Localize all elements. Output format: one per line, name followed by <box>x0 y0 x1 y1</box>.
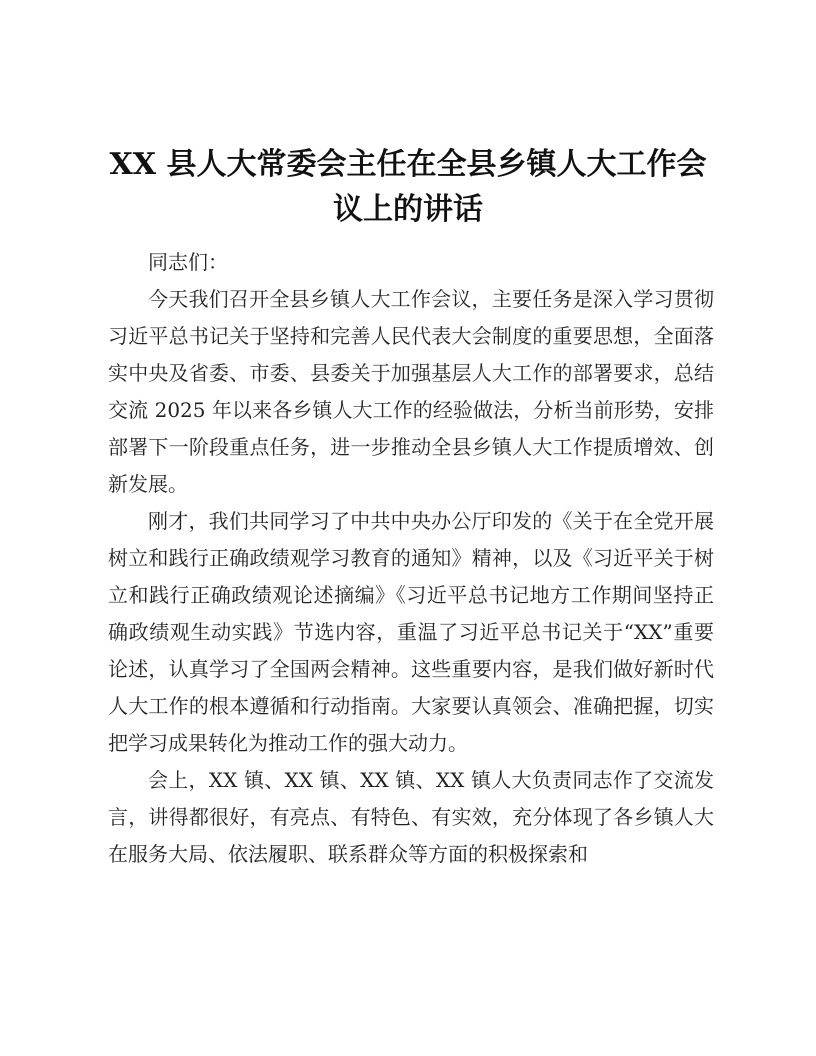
salutation: 同志们： <box>148 250 228 274</box>
body-paragraph: 会上，XX 镇、XX 镇、XX 镇、XX 镇人大负责同志作了交流发言，讲得都很好，有亮点、有特色、有实效，充分体现了各乡镇人大在服务大局、依法履职、联系群众等方面的积极探索和 <box>108 768 714 866</box>
document-body <box>108 244 714 873</box>
body-paragraph: 刚才，我们共同学习了中共中央办公厅印发的《关于在全党开展树立和践行正确政绩观学习教育的通知》精神，以及《习近平关于树立和践行正确政绩观论述摘编》《习近平总书记地方工作期间坚持正确政绩观生动实践》节选内容，重温了习近平总书记关于“XX”重要论述，认真学习了全国两会精神。这些重要内容，是我们做好新时代人大工作的根本遵循和行动指南。大家要认真领会、准确把握，切实把学习成果转化为推动工作的强大动力。 <box>108 509 714 755</box>
document-title: XX 县人大常委会主任在全县乡镇人大工作会议上的讲话 <box>109 147 707 227</box>
body-paragraph: 今天我们召开全县乡镇人大工作会议，主要任务是深入学习贯彻习近平总书记关于坚持和完善人民代表大会制度的重要思想，全面落实中央及省委、市委、县委关于加强基层人大工作的部署要求，总结交流 2025 年以来各乡镇人大工作的经验做法，分析当前形势，安排部署下一阶段重点任务，进一步推动全县乡镇人大工作提质增效、创新发展。 <box>108 287 714 496</box>
